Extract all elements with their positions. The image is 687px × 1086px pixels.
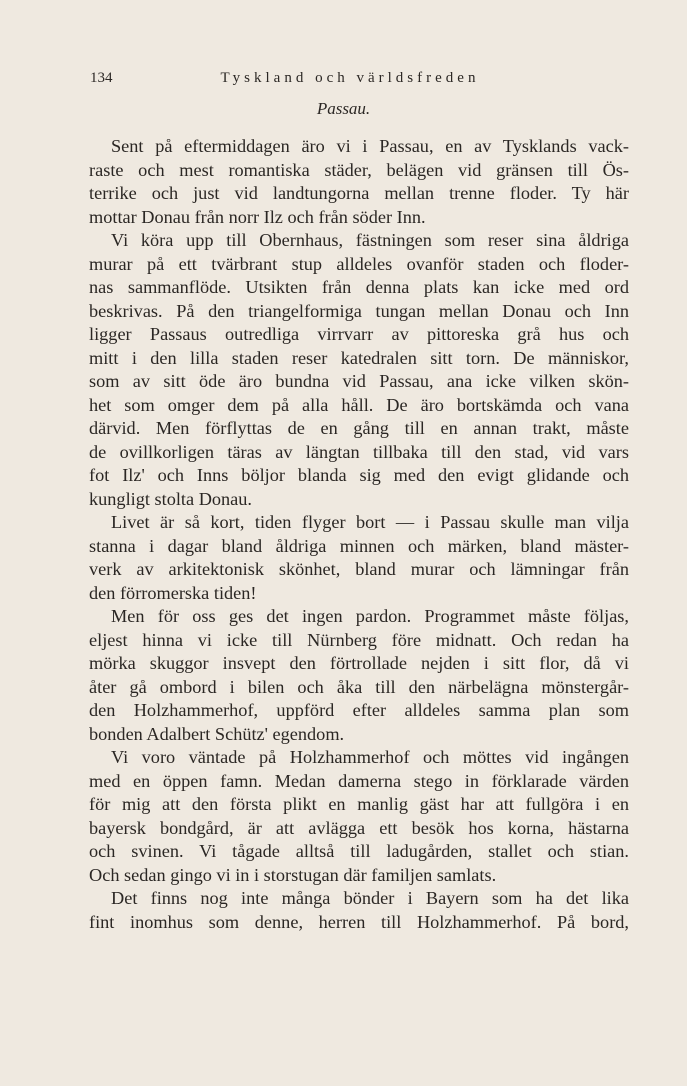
text-line: beskrivas. På den triangelformiga tungan mellan Donau och Inn [89,300,629,321]
text-line: verk av arkitektonisk skönhet, bland murar och lämningar från [89,559,629,579]
page-number: 134 [90,70,113,86]
text-line: murar på ett tvärbrant stup alldeles ovanför staden och floder- [89,253,629,274]
text-line: Vi voro väntade på Holzhammerhof och möttes vid ingången [111,747,629,767]
text-line: Men för oss ges det ingen pardon. Programmet måste följas, [111,606,629,626]
text-line: het som omger dem på alla håll. De äro bortskämda och vana [89,394,629,415]
text-line: mörka skuggor insvept den förtrollade nejden i sitt flor, då vi [89,653,629,673]
text-line: Och sedan gingo vi in i storstugan där familjen samlats. [89,864,497,885]
text-line: för mig att den första plikt en manlig gäst har att fullgöra i en [89,794,629,814]
body-text [89,135,629,934]
text-line: de ovillkorligen täras av längtan tillbaka till den stad, vid vars [89,441,629,462]
text-line: mitt i den lilla staden reser katedralen sitt torn. De människor, [89,347,629,368]
running-head [90,70,610,94]
text-line: fot Ilz' och Inns böljor blanda sig med den evigt glidande och [89,465,629,485]
text-line: ligger Passaus outredliga virrvarr av pittoreska grå hus och [89,324,629,344]
text-line: nas sammanflöde. Utsikten från denna plats kan icke med ord [89,277,629,297]
text-line: som av sitt öde äro bundna vid Passau, ana icke vilken skön- [89,371,629,391]
text-line: Vi köra upp till Obernhaus, fästningen som reser sina åldriga [111,230,629,250]
text-line: raste och mest romantiska städer, belägen vid gränsen till Ös- [89,159,629,180]
text-line: med en öppen famn. Medan damerna stego in förklarade värden [89,770,629,791]
text-line: Det finns nog inte många bönder i Bayern som ha det lika [111,888,629,908]
text-line: bonden Adalbert Schütz' egendom. [89,723,345,744]
text-line: fint inomhus som denne, herren till Holzhammerhof. På bord, [89,911,629,932]
text-line: kungligt stolta Donau. [89,488,252,509]
running-title: Tyskland och världsfreden [220,70,480,86]
text-line: därvid. Men förflyttas de en gång till en annan trakt, måste [89,418,629,438]
text-line: och svinen. Vi tågade alltså till ladugården, stallet och stian. [89,841,629,861]
section-title: Passau. [316,99,371,118]
text-line: Sent på eftermiddagen äro vi i Passau, en av Tysklands vack- [111,136,629,156]
text-line: bayersk bondgård, är att avlägga ett besök hos korna, hästarna [89,817,629,838]
text-line: åter gå ombord i bilen och åka till den närbelägna mönstergår- [89,676,629,697]
text-line: terrike och just vid landtungorna mellan trenne floder. Ty här [89,183,629,203]
text-line: mottar Donau från norr Ilz och från söder Inn. [89,206,426,227]
text-line: den Holzhammerhof, uppförd efter alldeles samma plan som [89,700,629,720]
text-line: den förromerska tiden! [89,582,257,603]
text-line: Livet är så kort, tiden flyger bort — i Passau skulle man vilja [111,512,629,532]
text-line: eljest hinna vi icke till Nürnberg före midnatt. Och redan ha [89,629,629,650]
text-line: stanna i dagar bland åldriga minnen och märken, bland mäster- [89,535,629,556]
